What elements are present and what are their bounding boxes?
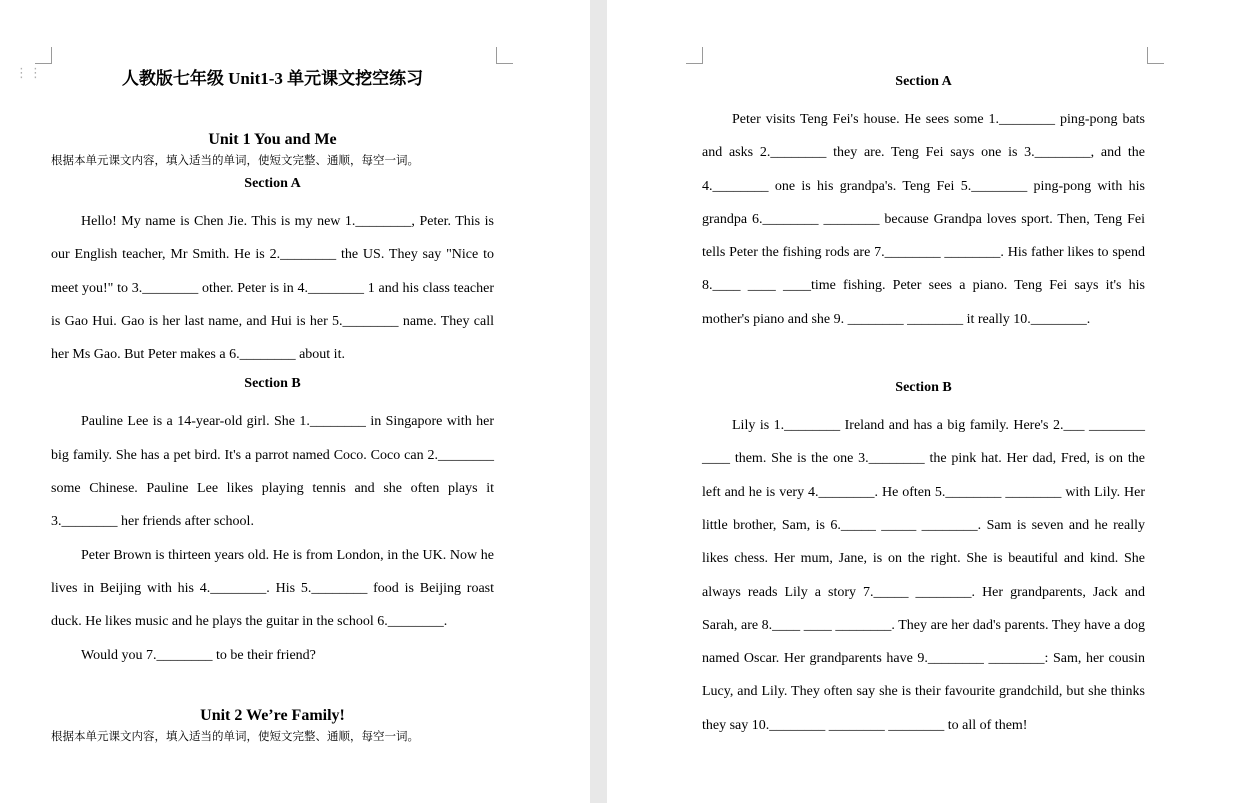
paragraph: Would you 7.________ to be their friend? [81,647,316,663]
document-page-left [0,0,590,803]
page-gap [590,0,607,803]
unit-title: Unit 2 We’re Family! [200,706,345,724]
paragraph: Peter Brown is thirteen years old. He is from London, in the UK. Now he lives in Beijing with his 4.________. His 5.________ food is Beijing roast duck. He likes music and he plays the guitar in the school 6.________. [51,547,494,630]
paragraph: Lily is 1.________ Ireland and has a big family. Here's 2.___ ________ ____ them. She is the one 3.________ the pink hat. Her dad, Fred, is on the left and he is very 4.________. He often 5.________ ________ with Lily. Her little brother, Sam, is 6._____ _____ ________. Sam is seven and he really likes chess. Her mum, Jane, is on the right. She is beautiful and kind. She always reads Lily a story 7._____ ________. Her grandparents, Jack and Sarah, are 8.____ ____ ________. They are her dad's parents. They have a dog named Oscar. Her grandparents have 9.________ ________: Sam, her cousin Lucy, and Lily. They often say she is their favourite grandchild, but she thinks they say 10.________ ________ ________ to all of them! [702,418,1145,733]
paragraph: Hello! My name is Chen Jie. This is my new 1.________, Peter. This is our English teacher, Mr Smith. He is 2.________ the US. They say "Nice to meet you!" to 3.________ other. Peter is in 4.________ 1 and his class teacher is Gao Hui. Gao is her last name, and Hui is her 5.________ name. They call her Ms Gao. But Peter makes a 6.________ about it. [51,214,494,363]
unit-title: Unit 1 You and Me [208,131,337,148]
paragraph: Pauline Lee is a 14-year-old girl. She 1.________ in Singapore with her big family. She has a pet bird. It's a parrot named Coco. Coco can 2.________ some Chinese. Pauline Lee likes playing tennis and she often plays it 3.________ her friends after school. [51,414,494,530]
section-title: Section A [244,176,301,191]
document-page-right [607,0,1234,803]
paragraph: Peter visits Teng Fei's house. He sees some 1.________ ping-pong bats and asks 2.________ they are. Teng Fei says one is 3.________, and the 4.________ one is his grandpa's. Teng Fei 5.________ ping-pong with his grandpa 6.________ ________ because Grandpa loves sport. Then, Teng Fei tells Peter the fishing rods are 7.________ ________. His father likes to spend 8.____ ____ ____time fishing. Peter sees a piano. Teng Fei says it's his mother's piano and she 9. ________ ________ it really 10.________. [702,112,1145,327]
page-corner-mark [496,47,513,64]
section-title: Section B [244,376,301,392]
instruction-text: 根据本单元课文内容，填入适当的单词，使短文完整、通顺，每空一词。 [51,728,419,743]
drag-handle-icon[interactable]: ⋮⋮ [15,66,43,81]
page-corner-mark [1147,47,1164,64]
instruction-text: 根据本单元课文内容，填入适当的单词，使短文完整、通顺，每空一词。 [51,153,419,167]
page-content [51,67,494,748]
page-content [702,70,1145,742]
document-title: 人教版七年级 Unit1-3 单元课文挖空练习 [121,69,424,88]
section-title: Section B [895,380,952,396]
page-corner-mark [686,47,703,64]
section-title: Section A [895,74,952,89]
page-corner-mark [35,47,52,64]
